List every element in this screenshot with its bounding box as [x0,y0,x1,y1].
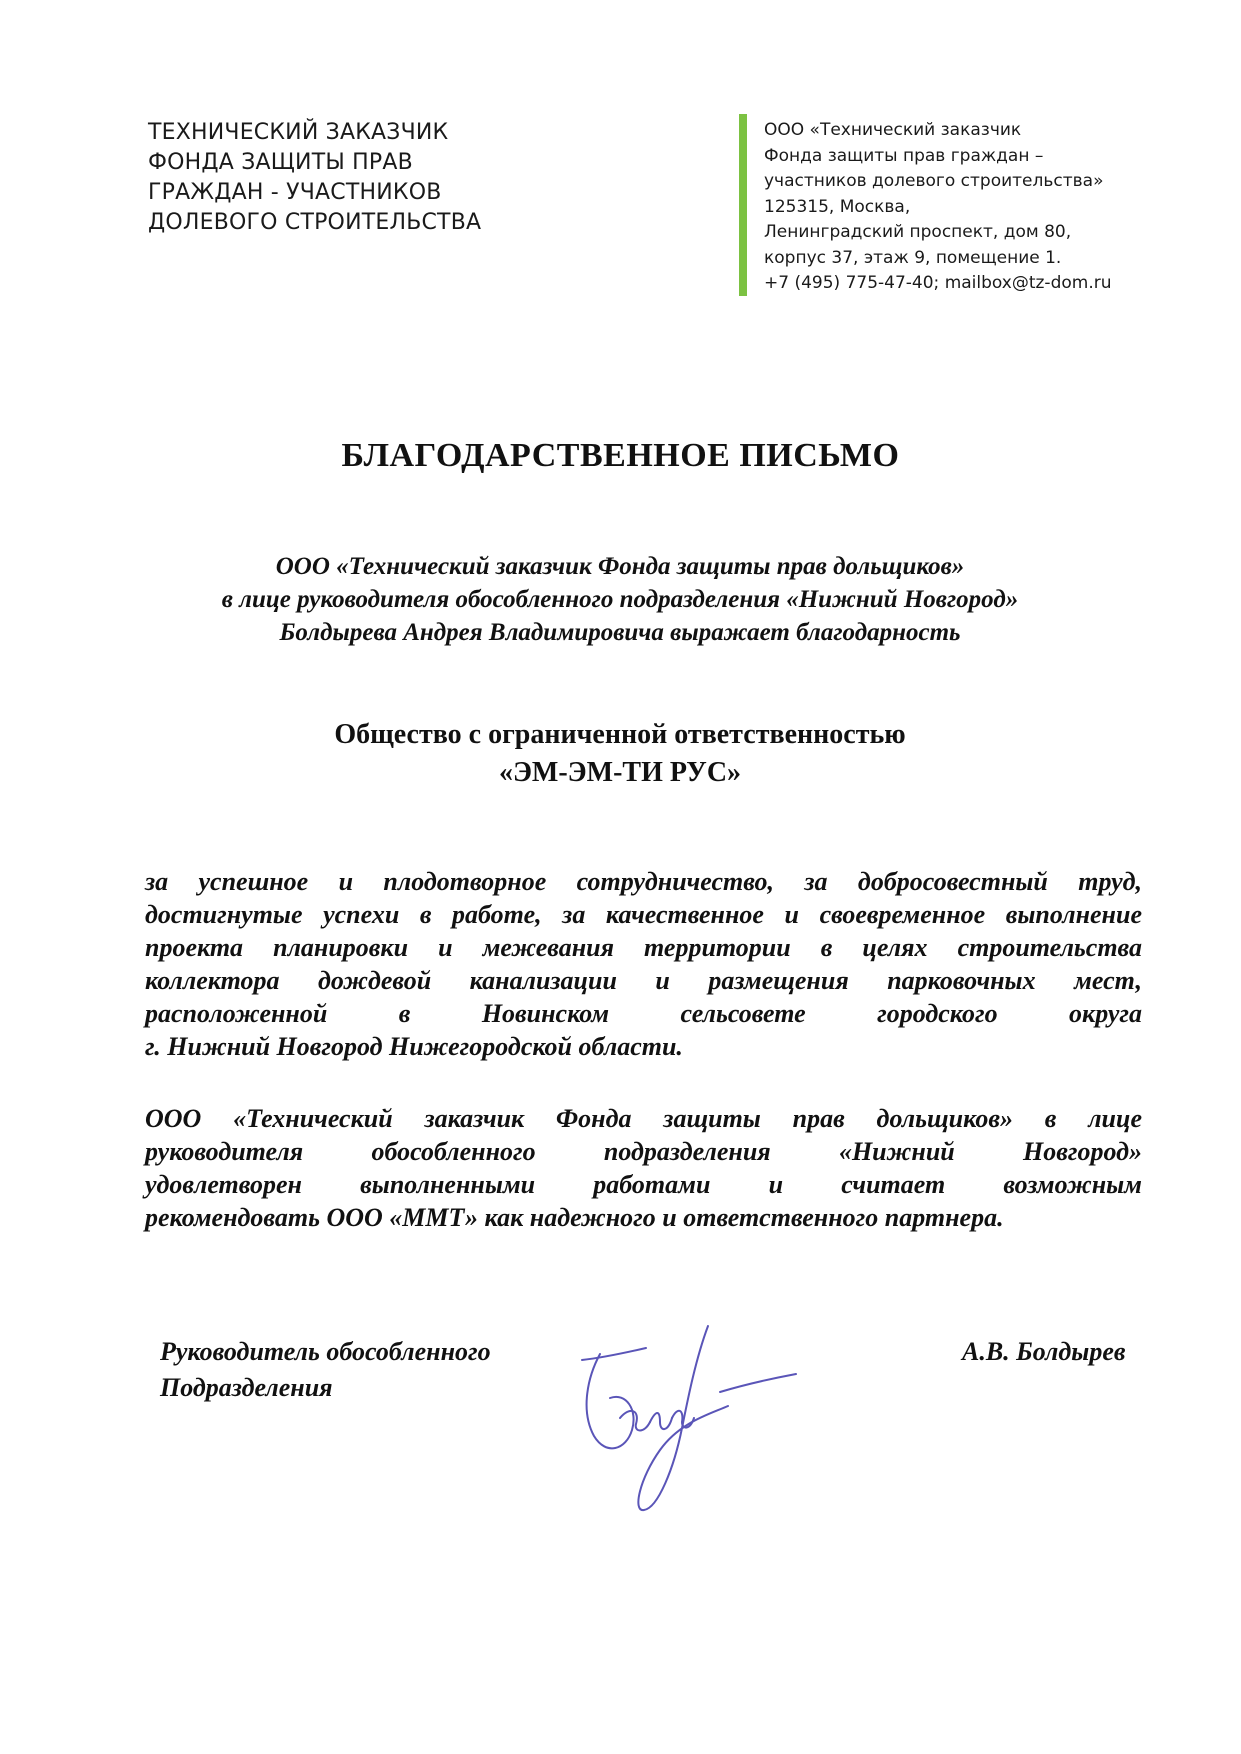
letterhead-contact-line: корпус 37, этаж 9, помещение 1. [764,247,1062,268]
document-title: БЛАГОДАРСТВЕННОЕ ПИСЬМО [341,437,900,474]
paragraph-line: руководителя обособленного подразделения «Нижний Новгород» [145,1137,1142,1166]
handwritten-signature [560,1318,820,1518]
letterhead-contact-line: ООО «Технический заказчик [764,120,1022,140]
signature-strokes [582,1326,796,1510]
letterhead-contact-block [764,118,1204,297]
recipient-company-name: «ЭМ-ЭМ-ТИ РУС» [498,757,742,788]
paragraph-line: расположенной в Новинском сельсовете городского округа [145,999,1142,1028]
gratitude-paragraph [145,865,1142,1063]
paragraph-line: за успешное и плодотворное сотрудничество, за добросовестный труд, [145,867,1142,896]
letterhead-contact-line: Фонда защиты прав граждан – [764,145,1044,166]
paragraph-line: ООО «Технический заказчик Фонда защиты прав дольщиков» в лице [145,1104,1142,1133]
recipient-block [140,716,1100,792]
paragraph-line: г. Нижний Новгород Нижегородской области. [145,1032,683,1061]
recommendation-paragraph [145,1102,1142,1234]
intro-block [140,550,1100,649]
letterhead-contact-line: +7 (495) 775-47-40; mailbox@tz-dom.ru [764,273,1112,293]
signatory-position-line: Подразделения [160,1373,333,1402]
letterhead-accent-bar [739,114,747,296]
intro-line: ООО «Технический заказчик Фонда защиты прав дольщиков» [275,553,965,580]
signatory-position [160,1334,491,1406]
letterhead-org-line: ТЕХНИЧЕСКИЙ ЗАКАЗЧИК [148,120,449,145]
paragraph-line: удовлетворен выполненными работами и считает возможным [145,1170,1142,1199]
paragraph-line: достигнутые успехи в работе, за качественное и своевременное выполнение [145,900,1142,929]
signatory-name: А.В. Болдырев [962,1337,1126,1366]
signatory-position-line: Руководитель обособленного [160,1337,491,1366]
paragraph-line: проекта планировки и межевания территории в целях строительства [145,933,1142,962]
letterhead-contact-line: 125315, Москва, [764,196,911,217]
letterhead-org-name [148,118,568,238]
letterhead-contact-line: участников долевого строительства» [764,171,1104,191]
intro-line: в лице руководителя обособленного подразделения «Нижний Новгород» [221,586,1019,613]
recipient-line: Общество с ограниченной ответственностью [334,719,906,750]
letterhead-org-line: ФОНДА ЗАЩИТЫ ПРАВ [148,150,413,175]
intro-line: Болдырева Андрея Владимировича выражает благодарность [279,619,961,646]
letterhead-org-line: ГРАЖДАН - УЧАСТНИКОВ [148,180,442,205]
letterhead-org-line: ДОЛЕВОГО СТРОИТЕЛЬСТВА [148,210,482,235]
paragraph-line: коллектора дождевой канализации и размещения парковочных мест, [145,966,1142,995]
paragraph-line: рекомендовать ООО «ММТ» как надежного и ответственного партнера. [145,1203,1004,1232]
letterhead-contact-line: Ленинградский проспект, дом 80, [764,222,1072,242]
